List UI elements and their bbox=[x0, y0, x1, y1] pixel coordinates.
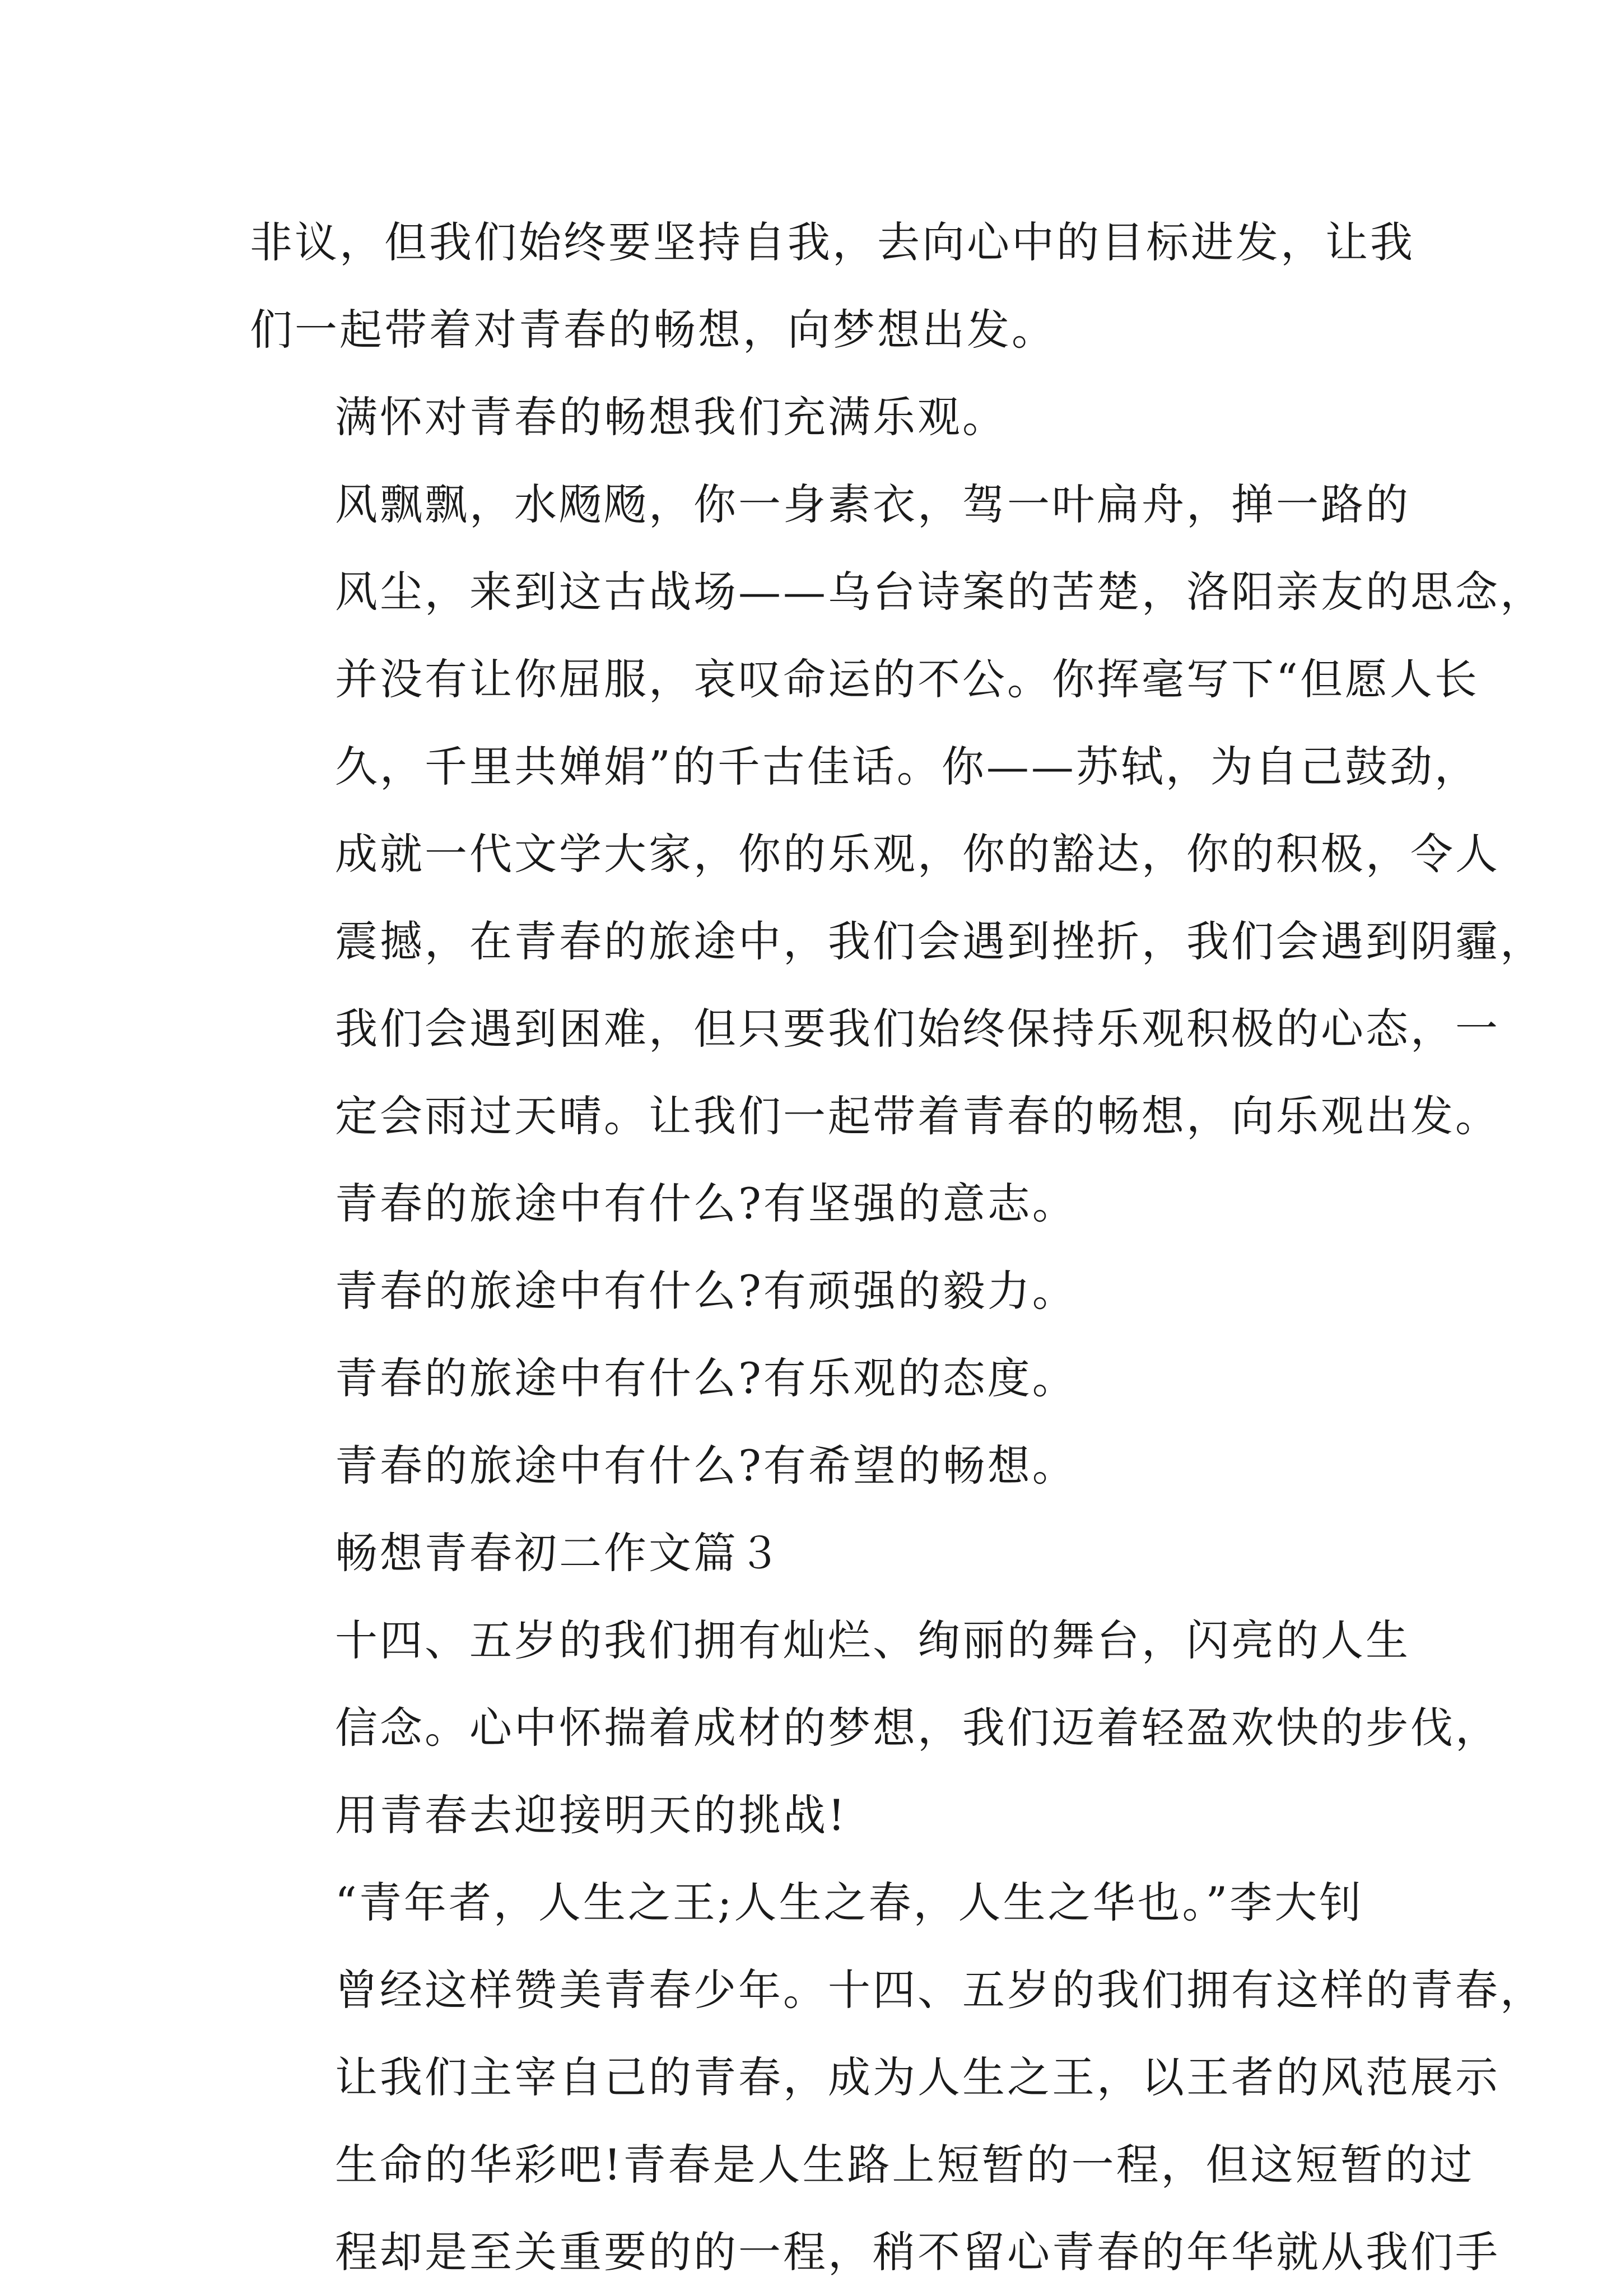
paragraph-1 bbox=[250, 199, 1415, 374]
paragraph-10 bbox=[250, 1859, 1545, 2296]
paragraph-3 bbox=[250, 461, 1545, 1160]
text-line: 非议，但我们始终要坚持自我，去向心中的目标进发，让我 bbox=[250, 217, 1415, 267]
text-line: 畅想青春初二作文篇３ bbox=[335, 1528, 783, 1578]
paragraph-9 bbox=[250, 1597, 1500, 1859]
section-heading bbox=[250, 1510, 1387, 1597]
text-line: 用青春去迎接明天的挑战! bbox=[335, 1790, 847, 1840]
text-line: 满怀对青春的畅想我们充满乐观。 bbox=[335, 392, 1007, 442]
text-line: 风飘飘，水飏飏，你一身素衣，驾一叶扁舟，掸一路的 bbox=[335, 479, 1410, 529]
text-line: 并没有让你屈服，哀叹命运的不公。你挥毫写下“但愿人长 bbox=[335, 654, 1479, 704]
document-body bbox=[250, 199, 1545, 2296]
text-line: 青春的旅途中有什么?有乐观的态度。 bbox=[335, 1353, 1077, 1403]
paragraph-7 bbox=[250, 1422, 1387, 1510]
text-line: 信念。心中怀揣着成材的梦想，我们迈着轻盈欢快的步伐， bbox=[335, 1703, 1500, 1753]
text-line: 程却是至关重要的的一程，稍不留心青春的年华就从我们手 bbox=[335, 2227, 1500, 2277]
text-line: 定会雨过天晴。让我们一起带着青春的畅想，向乐观出发。 bbox=[335, 1091, 1500, 1141]
text-line: 生命的华彩吧!青春是人生路上短暂的一程，但这短暂的过 bbox=[335, 2140, 1475, 2190]
text-line: “青年者，人生之王;人生之春，人生之华也。”李大钊 bbox=[335, 1878, 1364, 1927]
text-line: 青春的旅途中有什么?有希望的畅想。 bbox=[335, 1441, 1077, 1491]
text-line: 青春的旅途中有什么?有顽强的毅力。 bbox=[335, 1266, 1077, 1316]
text-line: 青春的旅途中有什么?有坚强的意志。 bbox=[335, 1179, 1077, 1228]
text-line: 风尘，来到这古战场——乌台诗案的苦楚，洛阳亲友的思念， bbox=[335, 567, 1545, 617]
text-line: 我们会遇到困难，但只要我们始终保持乐观积极的心态，一 bbox=[335, 1004, 1500, 1054]
text-line: 让我们主宰自己的青春，成为人生之王，以王者的风范展示 bbox=[335, 2052, 1500, 2102]
text-line: 曾经这样赞美青春少年。十四、五岁的我们拥有这样的青春， bbox=[335, 1965, 1545, 2015]
paragraph-5 bbox=[250, 1247, 1387, 1335]
text-line: 震撼，在青春的旅途中，我们会遇到挫折，我们会遇到阴霾， bbox=[335, 916, 1545, 966]
paragraph-4 bbox=[250, 1160, 1387, 1247]
paragraph-6 bbox=[250, 1335, 1387, 1422]
paragraph-2 bbox=[250, 374, 1387, 461]
text-line: 十四、五岁的我们拥有灿烂、绚丽的舞台，闪亮的人生 bbox=[335, 1615, 1410, 1665]
text-line: 成就一代文学大家，你的乐观，你的豁达，你的积极，令人 bbox=[335, 829, 1500, 879]
text-line: 们一起带着对青春的畅想，向梦想出发。 bbox=[250, 305, 1056, 355]
text-line: 久，千里共婵娟”的千古佳话。你——苏轼，为自己鼓劲， bbox=[335, 742, 1479, 791]
